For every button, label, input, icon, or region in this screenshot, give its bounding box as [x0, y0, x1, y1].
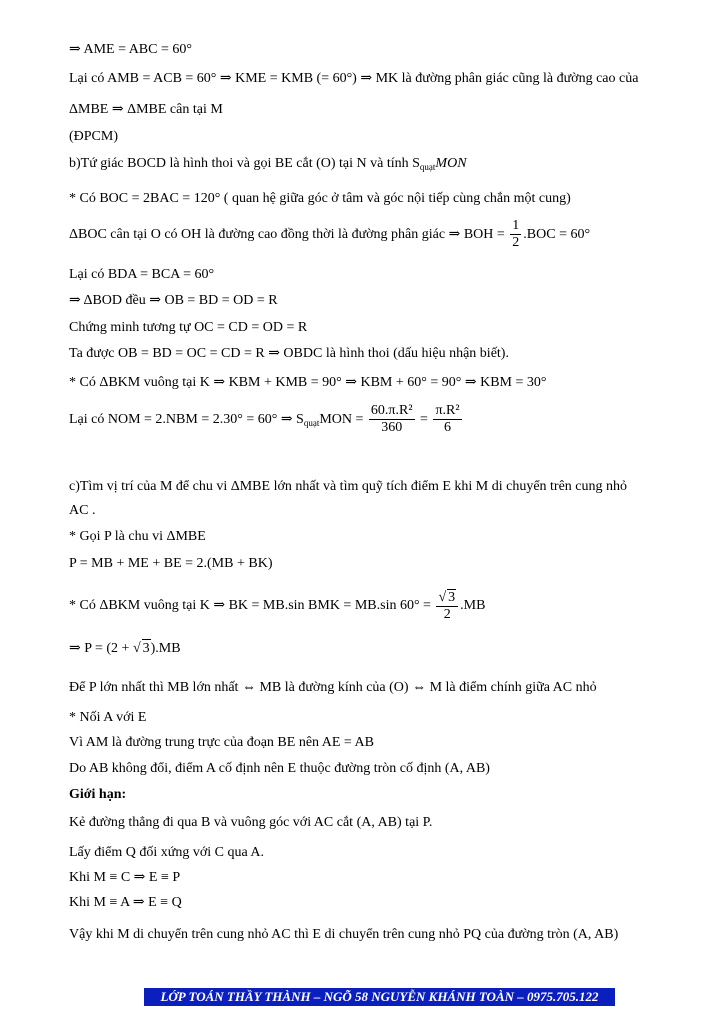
line-28: Khi M ≡ A ⇒ E ≡ Q	[69, 895, 182, 910]
line-19-tail: ).MB	[150, 641, 181, 656]
line-13-subscript: quạt	[303, 418, 320, 428]
line-13-text: Lại có NOM = 2.NBM = 2.30° = 60° ⇒ S	[69, 412, 304, 427]
fraction-numerator: 60.π.R²	[370, 403, 413, 419]
fraction-denominator: 2	[443, 606, 451, 622]
line-14: c)Tìm vị trí của M để chu vi ΔMBE lớn nhất và tìm quỹ tích điểm E khi M di chuyển trên cung nhỏ	[69, 479, 628, 494]
line-6: * Có BOC = 2BAC = 120° ( quan hệ giữa góc ở tâm và góc nội tiếp cùng chắn một cung)	[69, 191, 571, 206]
fraction-denominator: 6	[443, 420, 451, 436]
radicand: 3	[448, 589, 456, 605]
radicand: 3	[142, 641, 150, 656]
line-4: (ĐPCM)	[69, 129, 119, 144]
line-3: ΔMBE ⇒ ΔMBE cân tại M	[69, 102, 223, 117]
line-11: Ta được OB = BD = OC = CD = R ⇒ OBDC là hình thoi (dấu hiệu nhận biết).	[69, 346, 509, 361]
fraction-numerator: 1	[512, 218, 520, 234]
line-19: ⇒ P = (2 + √ 3).MB	[69, 641, 181, 656]
section-heading: Giới hạn:	[69, 787, 127, 802]
line-13-mid: MON =	[319, 412, 364, 427]
fraction-sector-area	[369, 403, 415, 436]
line-18-tail: .MB	[460, 598, 486, 613]
line-5-text: b)Tứ giác BOCD là hình thoi và gọi BE cắt (O) tại N và tính S	[69, 156, 420, 171]
line-7-tail: .BOC = 60°	[523, 227, 591, 242]
fraction-sector-area-simplified	[433, 403, 461, 436]
line-26: Lấy điểm Q đối xứng với C qua A.	[69, 845, 265, 860]
line-20: Để P lớn nhất thì MB lớn nhất ⇔ MB là đường kính của (O) ⇔ M là điểm chính giữa AC nhỏ	[69, 680, 597, 695]
line-25: Kẻ đường thẳng đi qua B và vuông góc với AC cắt (A, AB) tại P.	[69, 815, 433, 830]
fraction-sqrt3-over-2	[436, 589, 458, 623]
line-5-subscript: quạt	[419, 162, 436, 172]
line-12: * Có ΔBKM vuông tại K ⇒ KBM + KMB = 90° ⇒ KBM + 60° = 90° ⇒ KBM = 30°	[69, 375, 547, 390]
line-22: Vì AM là đường trung trực của đoạn BE nên AE = AB	[69, 735, 374, 750]
line-18	[69, 586, 685, 626]
line-18-text: * Có ΔBKM vuông tại K ⇒ BK = MB.sin BMK = MB.sin 60° =	[69, 598, 431, 613]
line-19-text: ⇒ P = (2 +	[69, 641, 130, 656]
line-16: * Gọi P là chu vi ΔMBE	[69, 529, 206, 544]
line-5	[69, 155, 685, 176]
fraction-one-half	[510, 218, 521, 251]
line-9: ⇒ ΔBOD đều ⇒ OB = BD = OD = R	[69, 293, 278, 308]
line-7	[69, 218, 685, 252]
line-1: ⇒ AME = ABC = 60°	[69, 42, 192, 57]
fraction-denominator: 2	[512, 235, 520, 251]
line-15: AC .	[69, 503, 96, 518]
line-27: Khi M ≡ C ⇒ E ≡ P	[69, 870, 181, 885]
line-2: Lại có AMB = ACB = 60° ⇒ KME = KMB (= 60°) ⇒ MK là đường phân giác cũng là đường cao của	[69, 71, 639, 86]
line-10: Chứng minh tương tự OC = CD = OD = R	[69, 320, 308, 335]
line-29: Vậy khi M di chuyển trên cung nhỏ AC thì E di chuyển trên cung nhỏ PQ của đường tròn (A, AB)	[69, 927, 619, 942]
fraction-numerator: π.R²	[435, 403, 460, 419]
line-7-text: ΔBOC cân tại O có OH là đường cao đồng thời là đường phân giác ⇒ BOH =	[69, 227, 505, 242]
line-21: * Nối A với E	[69, 710, 147, 725]
line-17: P = MB + ME + BE = 2.(MB + BK)	[69, 556, 273, 571]
line-13	[69, 400, 685, 443]
footer-banner: LỚP TOÁN THẦY THÀNH – NGÕ 58 NGUYỄN KHÁNH TOÀN – 0975.705.122	[144, 988, 615, 1006]
line-8: Lại có BDA = BCA = 60°	[69, 267, 215, 282]
line-5-tail: MON	[435, 156, 467, 171]
fraction-numerator: √ 3	[436, 589, 458, 607]
fraction-denominator: 360	[381, 420, 403, 436]
line-23: Do AB không đổi, điểm A cố định nên E thuộc đường tròn cố định (A, AB)	[69, 761, 490, 776]
equals-sign: =	[420, 412, 428, 427]
